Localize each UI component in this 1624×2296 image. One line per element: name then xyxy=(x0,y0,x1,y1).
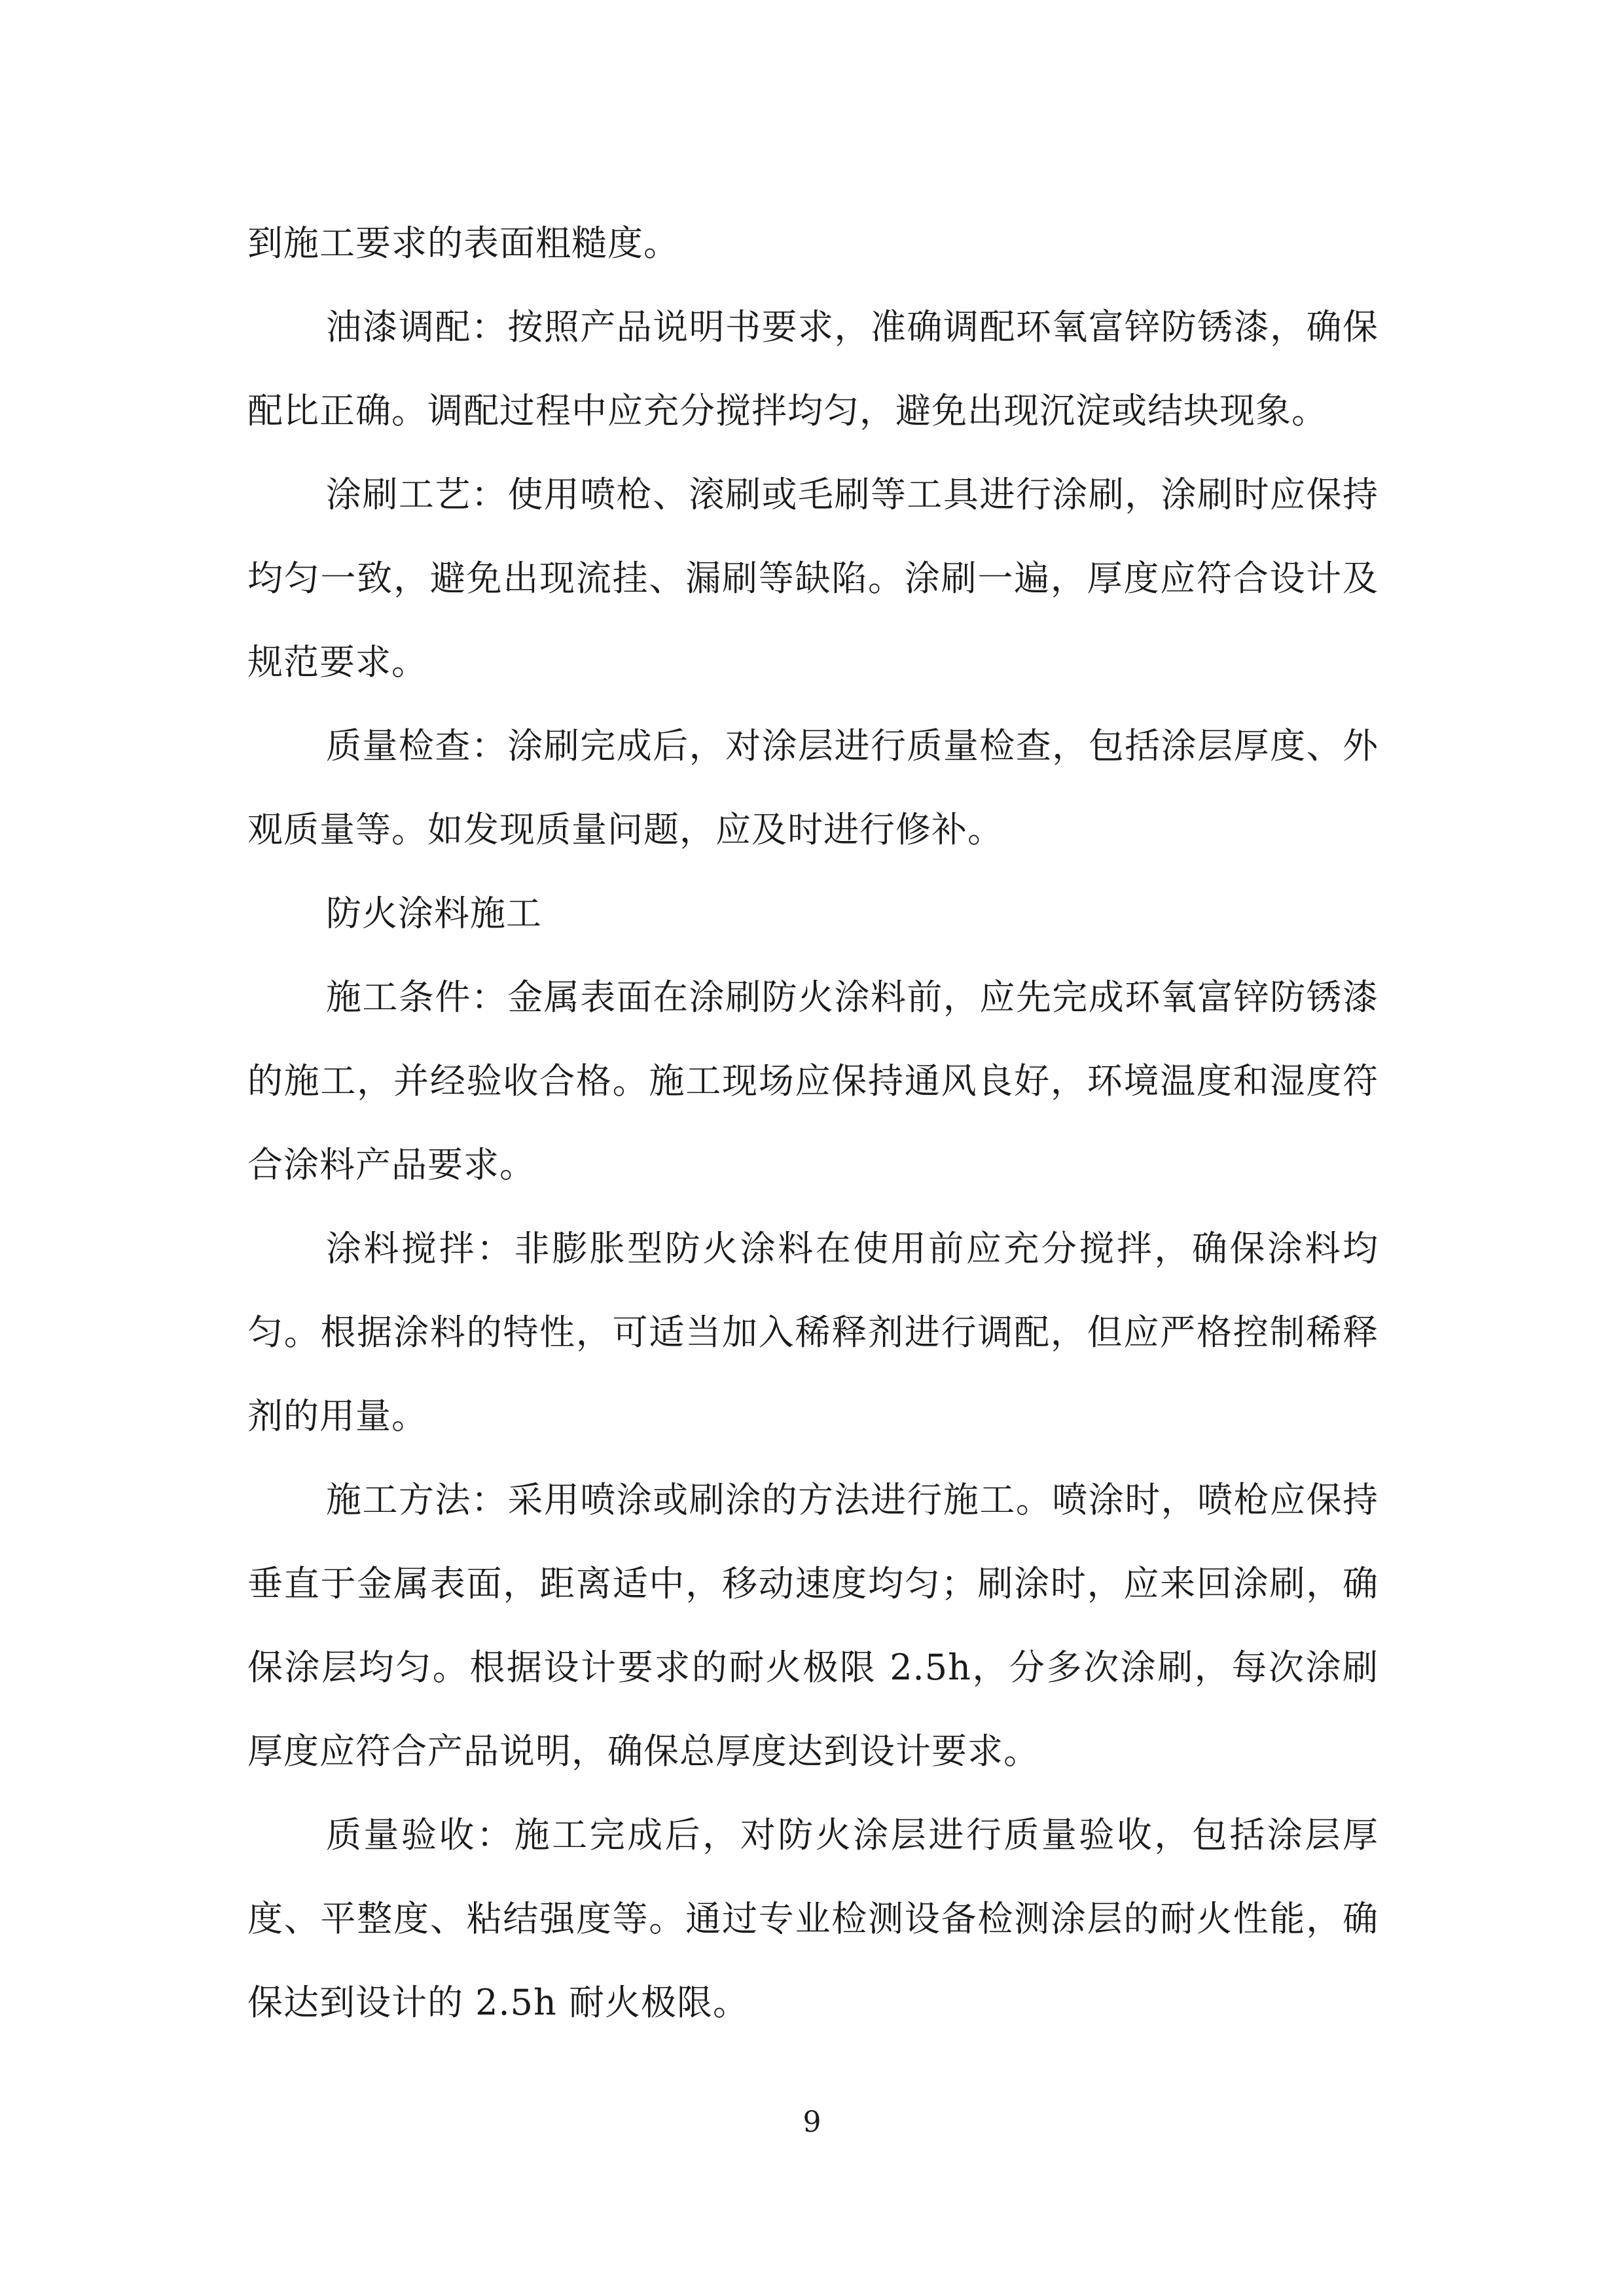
paragraph-coating-stirring: 涂料搅拌：非膨胀型防火涂料在使用前应充分搅拌，确保涂料均匀。根据涂料的特性，可适当加入稀释剂进行调配，但应严格控制稀释剂的用量。 xyxy=(247,1228,1379,1437)
paragraph-quality-acceptance: 质量验收：施工完成后，对防火涂层进行质量验收，包括涂层厚度、平整度、粘结强度等。通过专业检测设备检测涂层的耐火性能，确保达到设计的 2.5h 耐火极限。 xyxy=(247,1814,1379,2023)
paragraph-construction-conditions: 施工条件：金属表面在涂刷防火涂料前，应先完成环氧富锌防锈漆的施工，并经验收合格。施工现场应保持通风良好，环境温度和湿度符合涂料产品要求。 xyxy=(247,977,1379,1185)
paragraph-construction-method: 施工方法：采用喷涂或刷涂的方法进行施工。喷涂时，喷枪应保持垂直于金属表面，距离适中，移动速度均匀；刷涂时，应来回涂刷，确保涂层均匀。根据设计要求的耐火极限 2.5h，分多次涂刷，每次涂刷厚度应符合产品说明，确保总厚度达到设计要求。 xyxy=(247,1479,1379,1772)
paragraph-paint-mixing: 油漆调配：按照产品说明书要求，准确调配环氧富锌防锈漆，确保配比正确。调配过程中应充分搅拌均匀，避免出现沉淀或结块现象。 xyxy=(247,306,1379,431)
paragraph-continuation: 到施工要求的表面粗糙度。 xyxy=(247,223,679,264)
paragraph-brushing-process: 涂刷工艺：使用喷枪、滚刷或毛刷等工具进行涂刷，涂刷时应保持均匀一致，避免出现流挂、漏刷等缺陷。涂刷一遍，厚度应符合设计及规范要求。 xyxy=(247,474,1379,683)
page-body xyxy=(247,202,1379,2045)
paragraph-quality-inspection: 质量检查：涂刷完成后，对涂层进行质量检查，包括涂层厚度、外观质量等。如发现质量问题，应及时进行修补。 xyxy=(247,725,1379,850)
page-number: 9 xyxy=(803,2106,821,2139)
section-heading-fireproof-coating: 防火涂料施工 xyxy=(326,893,542,934)
